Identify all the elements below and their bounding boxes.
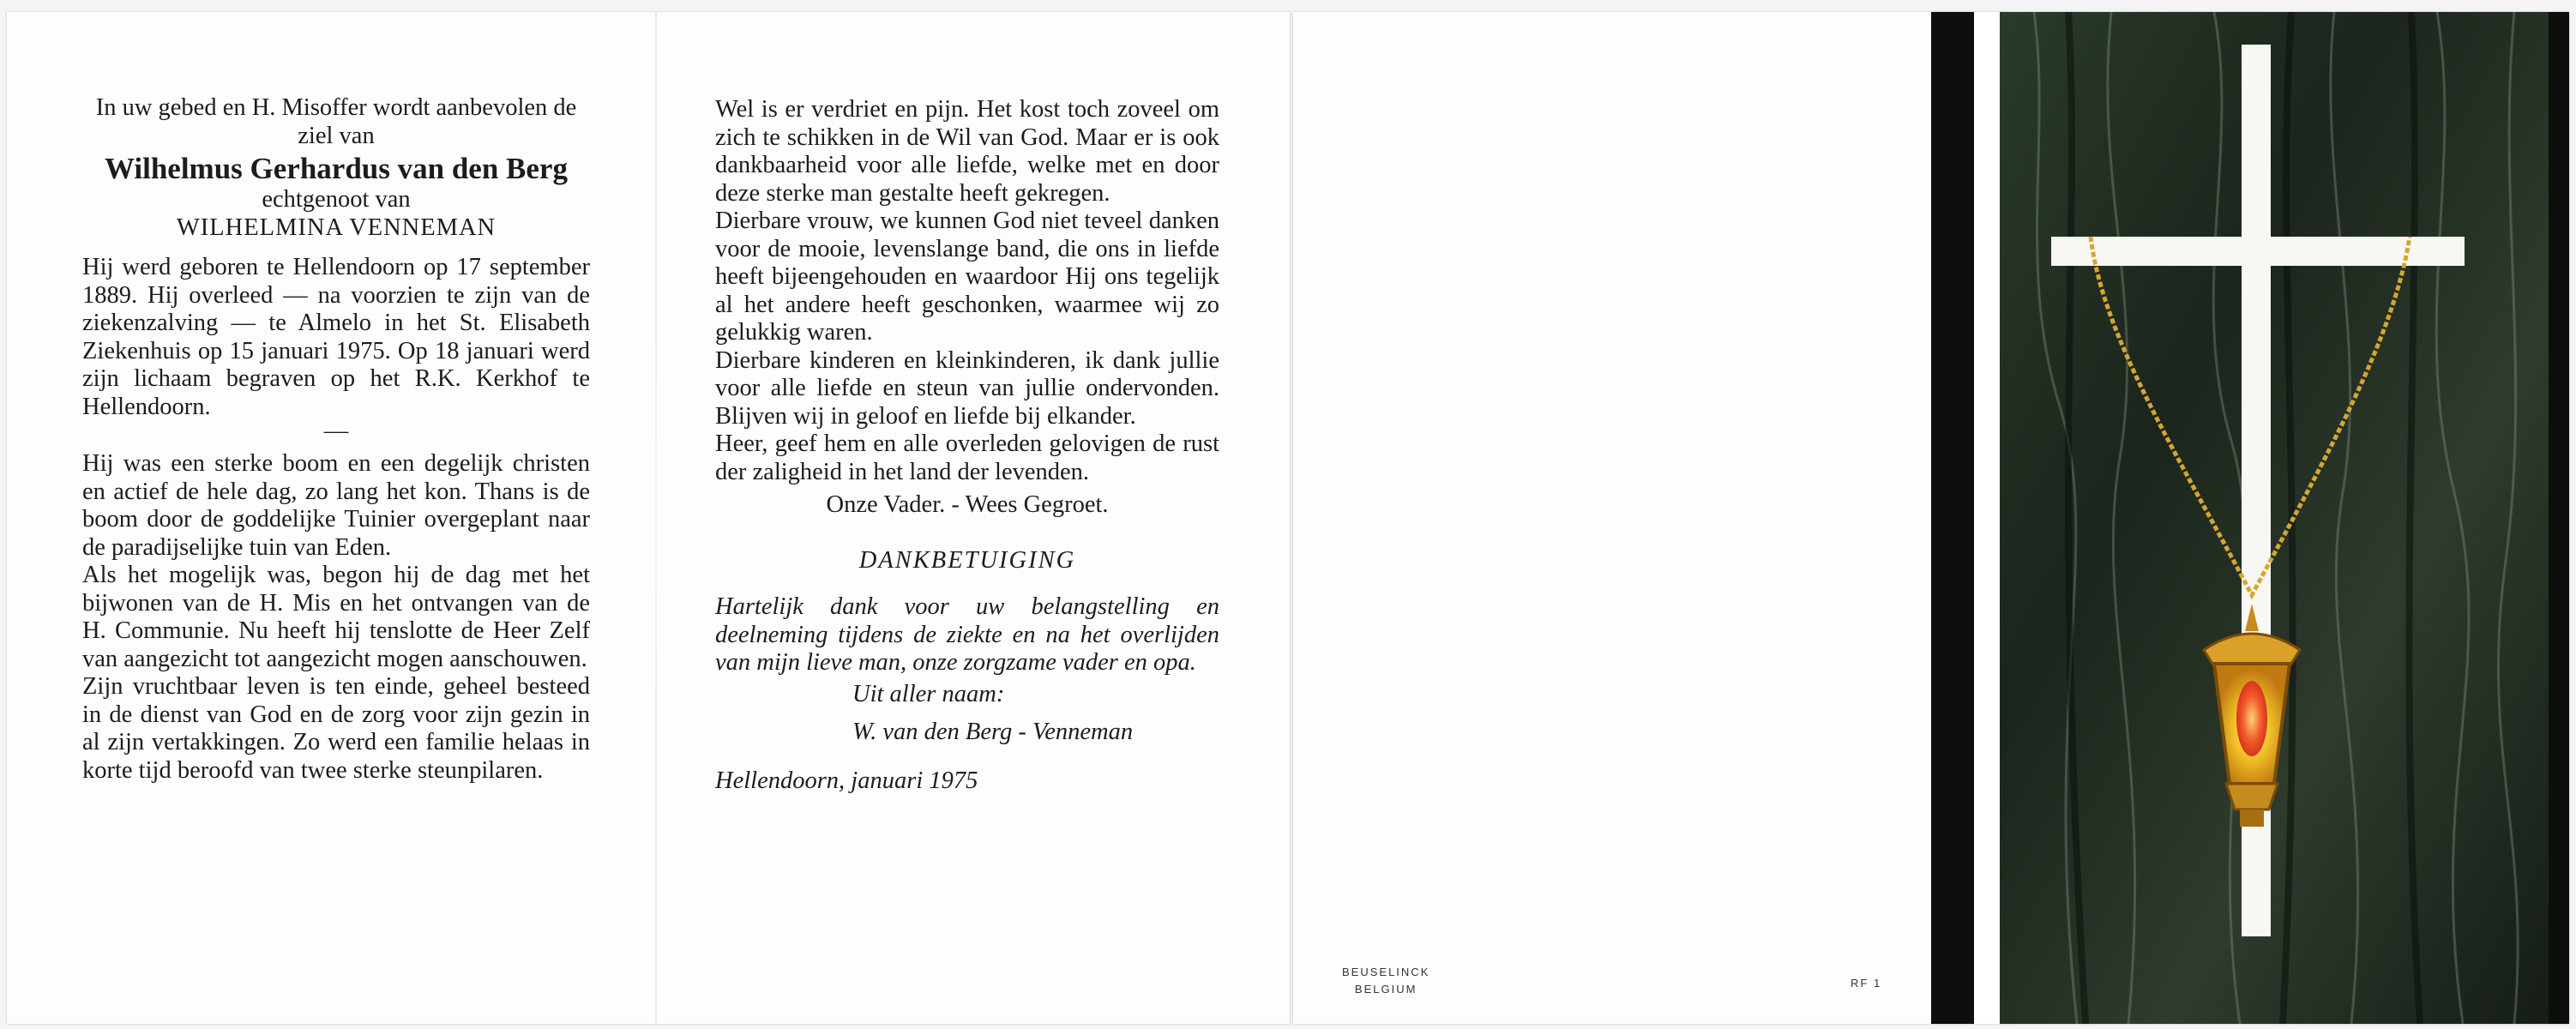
outside-card [1293, 12, 2569, 1024]
spouse-label: echtgenoot van [262, 186, 411, 213]
right-para-3: Dierbare kinderen en kleinkinderen, ik dank jullie voor alle liefde en steun van jullie ondervonden. Blijven wij in geloof en liefde bij elkander. [715, 346, 1219, 430]
lantern-flame [2236, 681, 2267, 756]
bio-text: Hij werd geboren te Hellendoorn op 17 september 1889. Hij overleed — na voorzien te zijn van de ziekenzalving — te Almelo in het St. Elisabeth Ziekenhuis op 15 januari 1975. Op 18 januari werd zijn lichaam begraven op het R.K. Kerkhof te Hellendoorn. [82, 254, 590, 420]
bark-background [2000, 12, 2549, 1024]
deceased-name: Wilhelmus Gerhardus van den Berg [105, 152, 568, 185]
card-fold [655, 12, 657, 1024]
right-para-4: Heer, geef hem en alle overleden gelovigen de rust der zaligheid in het land der levenden. [715, 430, 1219, 485]
cross-horizontal-beam [2051, 237, 2465, 266]
signature: W. van den Berg - Venneman [852, 719, 1134, 745]
right-para-2: Dierbare vrouw, we kunnen God niet teveel danken voor de mooie, levenslange band, die ons in liefde heeft bijeengehouden en waardoor Hij ons tegelijk al het andere heeft geschonken, waarmee wij zo gelukkig waren. [715, 208, 1219, 346]
printer-country: BELGIUM [1354, 983, 1417, 996]
left-para-3: Zijn vruchtbaar leven is ten einde, geheel besteed in de dienst van God en de zorg voor zijn gezin in al zijn vertakkingen. Zo werd een familie helaas in korte tijd beroofd van twee sterke steunpilaren. [82, 673, 590, 784]
left-para-2: Als het mogelijk was, begon hij de dag met het bijwonen van de H. Mis en het ontvangen van de H. Communie. Nu heeft hij tenslotte de Heer Zelf van aangezicht tot aangezicht mogen aanschouwen. [82, 562, 590, 672]
place-date: Hellendoorn, januari 1975 [715, 767, 978, 794]
printer-name: BEUSELINCK [1342, 966, 1430, 978]
cross-lantern-artwork [1931, 12, 2569, 1024]
right-column [715, 96, 1219, 795]
thanks-text: Hartelijk dank voor uw belangstelling en deelneming tijdens de ziekte en na het overlijden van mijn lieve man, onze zorgzame vader en opa. [715, 593, 1219, 676]
inside-card [7, 12, 1290, 1024]
left-para-1: Hij was een sterke boom en een degelijk christen en actief de hele dag, zo lang het kon. Thans is de boom door de goddelijke Tuinier overgeplant naar de paradijselijke tuin van Eden. [82, 450, 590, 561]
printer-mark [1342, 964, 1429, 998]
prayer-line: Onze Vader. - Wees Gegroet. [826, 491, 1109, 518]
thanks-heading: DANKBETUIGING [858, 546, 1076, 574]
on-behalf-line: Uit aller naam: [852, 680, 1005, 707]
spouse-name: WILHELMINA VENNEMAN [176, 214, 497, 241]
right-para-1: Wel is er verdriet en pijn. Het kost toch zoveel om zich te schikken in de Wil van God. Maar er is ook dankbaarheid voor alle liefde, welke met en door deze sterke man gestalte heeft gekregen. [715, 96, 1219, 207]
left-column [82, 94, 590, 785]
right-border [2549, 12, 2569, 1024]
card-code: RF 1 [1851, 977, 1882, 990]
intro-text: In uw gebed en H. Misoffer wordt aanbevolen de ziel van [95, 94, 577, 149]
separator: — [323, 418, 349, 444]
white-stripe [1974, 12, 2000, 1024]
